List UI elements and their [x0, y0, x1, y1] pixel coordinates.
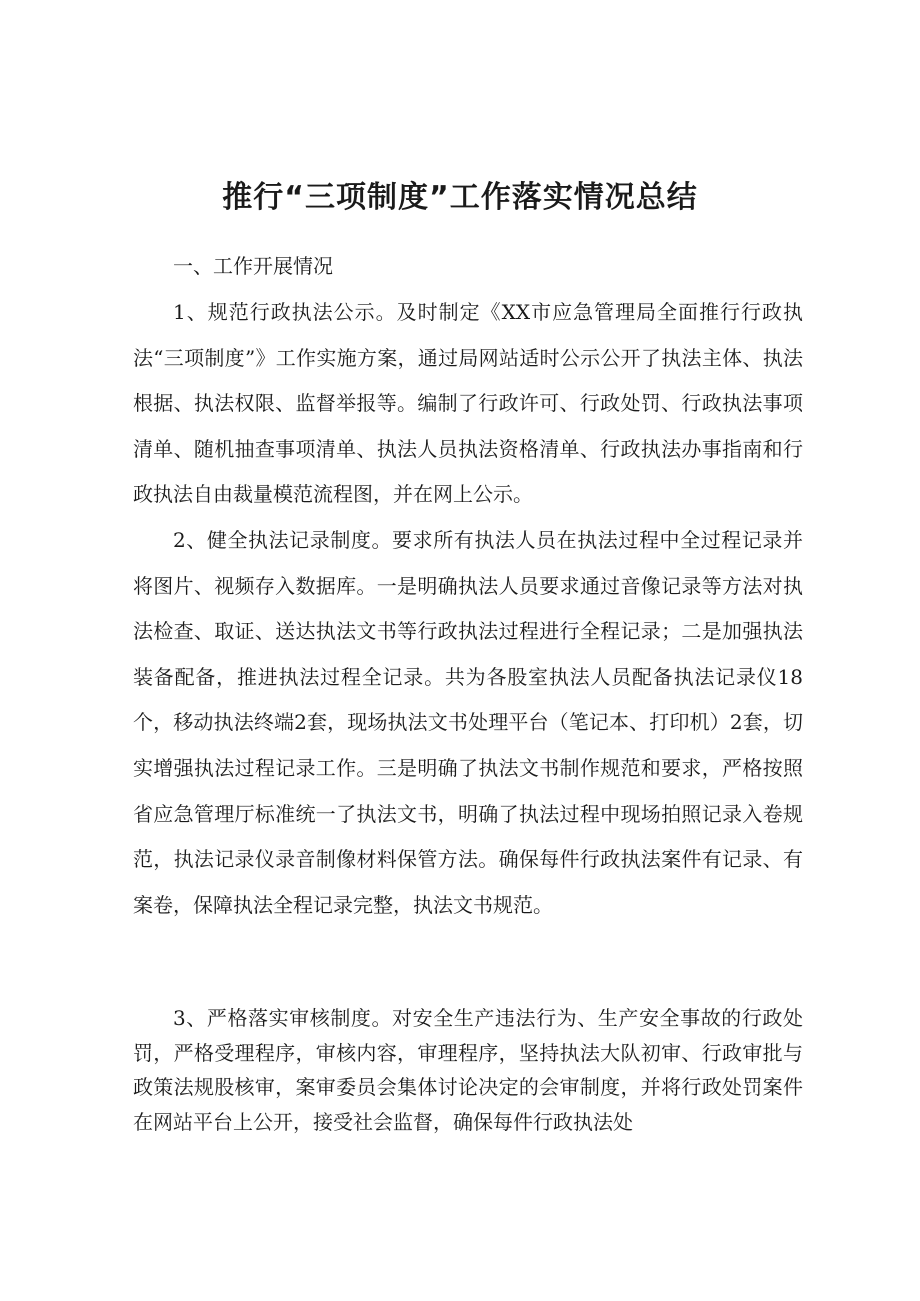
- paragraph-1: 1、规范行政执法公示。及时制定《XX市应急管理局全面推行行政执法“三项制度”》工作实施方案，通过局网站适时公示公开了执法主体、执法根据、执法权限、监督举报等。编制了行政许可、行政处罚、行政执法事项清单、随机抽查事项清单、执法人员执法资格清单、行政执法办事指南和行政执法自由裁量模范流程图，并在网上公示。: [133, 300, 803, 507]
- section-heading: 一、工作开展情况: [173, 254, 333, 278]
- paragraph-3: 3、严格落实审核制度。对安全生产违法行为、生产安全事故的行政处罚，严格受理程序，审核内容，审理程序，坚持执法大队初审、行政审批与政策法规股核审，案审委员会集体讨论决定的会审制度，并将行政处罚案件在网站平台上公开，接受社会监督，确保每件行政执法处: [133, 1006, 803, 1134]
- paragraph-2: 2、健全执法记录制度。要求所有执法人员在执法过程中全过程记录并将图片、视频存入数据库。一是明确执法人员要求通过音像记录等方法对执法检查、取证、送达执法文书等行政执法过程进行全程记录；二是加强执法装备配备，推进执法过程全记录。共为各股室执法人员配备执法记录仪18个，移动执法终端2套，现场执法文书处理平台（笔记本、打印机）2套，切实增强执法过程记录工作。三是明确了执法文书制作规范和要求，严格按照省应急管理厅标准统一了执法文书，明确了执法过程中现场拍照记录入卷规范，执法记录仪录音制像材料保管方法。确保每件行政执法案件有记录、有案卷，保障执法全程记录完整，执法文书规范。: [133, 528, 803, 917]
- document-title: 推行“三项制度”工作落实情况总结: [222, 180, 698, 215]
